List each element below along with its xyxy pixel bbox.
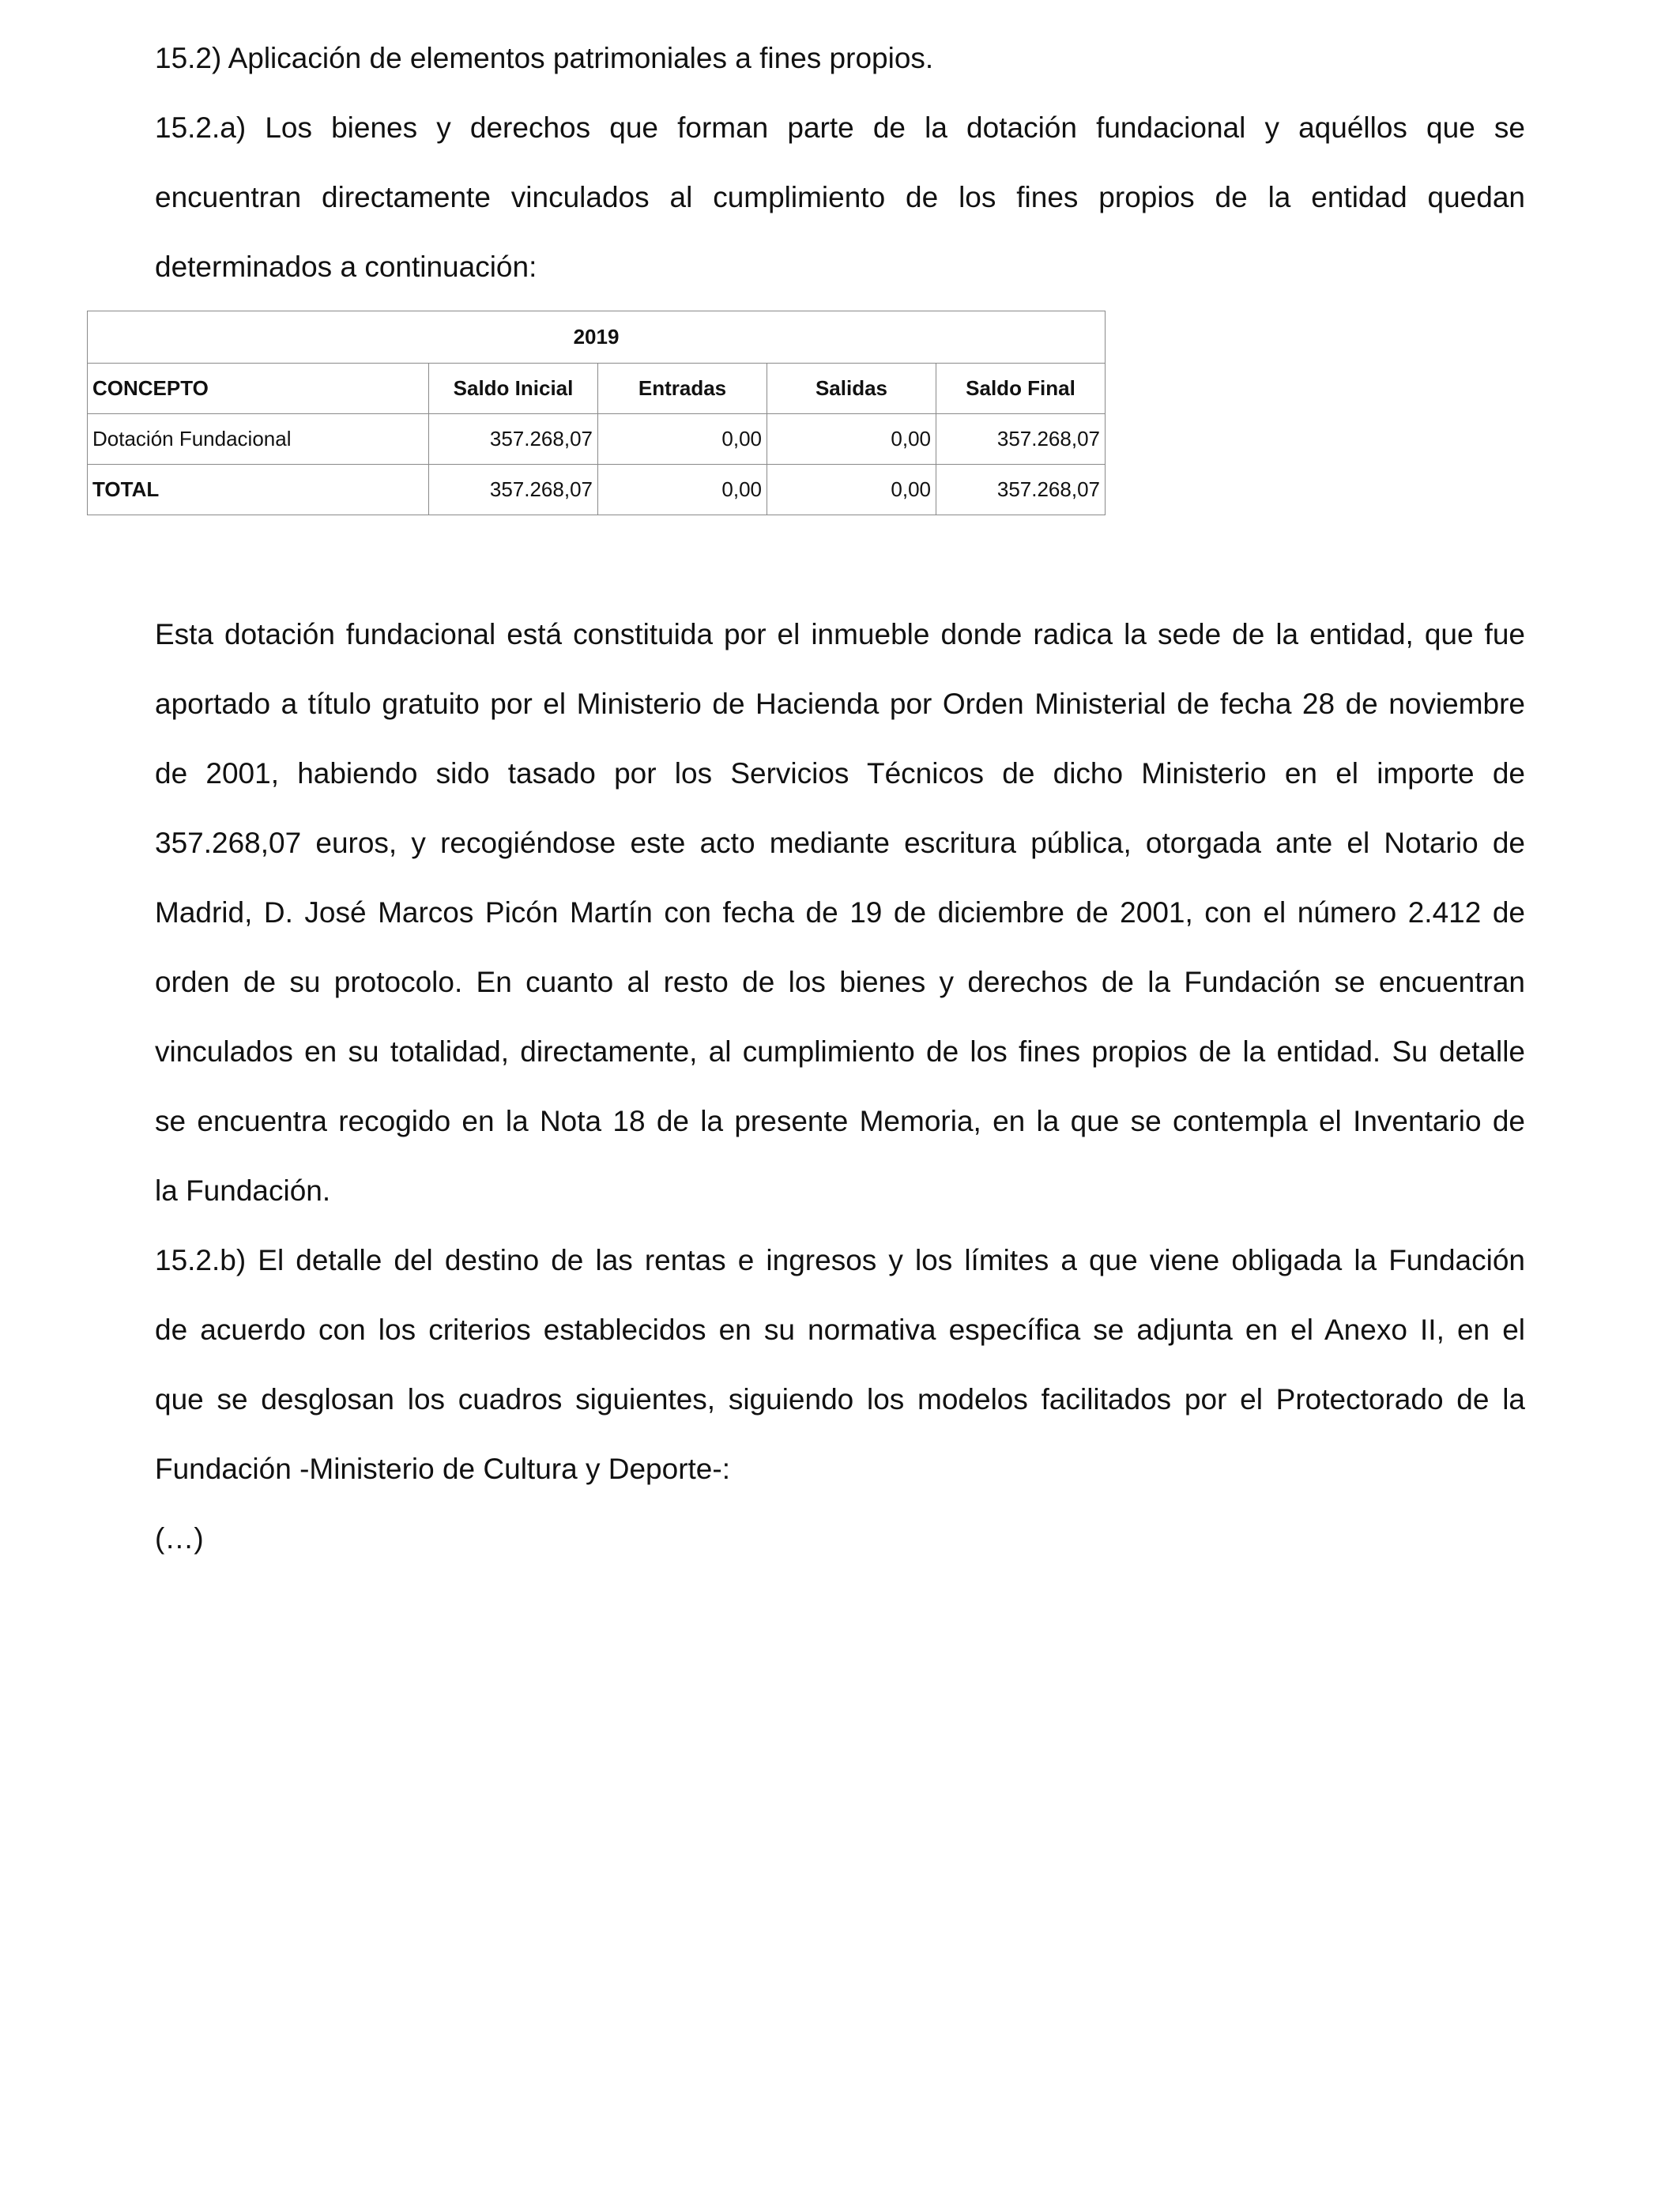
cell-saldo-inicial: 357.268,07 bbox=[429, 414, 598, 465]
header-entradas: Entradas bbox=[598, 364, 767, 414]
cell-saldo-final-total: 357.268,07 bbox=[936, 465, 1106, 515]
paragraph-line: determinados a continuación: bbox=[155, 251, 537, 283]
paragraph-line: encuentran directamente vinculados al cumplimiento de los fines propios de la entidad quedan bbox=[155, 181, 1525, 213]
paragraph-dotacion bbox=[155, 600, 1525, 1226]
table-total-row bbox=[88, 465, 1106, 515]
dotacion-table bbox=[87, 311, 1106, 515]
paragraph-line: Esta dotación fundacional está constituida por el inmueble donde radica la sede de la entidad, que fue bbox=[155, 618, 1525, 650]
document-page bbox=[155, 24, 1525, 302]
paragraph-line: se encuentra recogido en la Nota 18 de la presente Memoria, en la que se contempla el Inventario de bbox=[155, 1105, 1525, 1137]
paragraph-line: Madrid, D. José Marcos Picón Martín con fecha de 19 de diciembre de 2001, con el número 2.412 de bbox=[155, 896, 1525, 929]
paragraph-15-2-b bbox=[155, 1226, 1525, 1504]
cell-salidas: 0,00 bbox=[767, 414, 936, 465]
paragraph-line: aportado a título gratuito por el Ministerio de Hacienda por Orden Ministerial de fecha 28 de noviembre bbox=[155, 688, 1525, 720]
cell-concepto: Dotación Fundacional bbox=[88, 414, 429, 465]
paragraph-line: vinculados en su totalidad, directamente, al cumplimiento de los fines propios de la entidad. Su detalle bbox=[155, 1035, 1525, 1068]
header-salidas: Salidas bbox=[767, 364, 936, 414]
paragraph-15-2-a bbox=[155, 93, 1525, 302]
document-page-lower bbox=[155, 600, 1525, 1574]
table-year-row bbox=[88, 311, 1106, 364]
paragraph-line: 15.2.a) Los bienes y derechos que forman parte de la dotación fundacional y aquéllos que se bbox=[155, 111, 1525, 144]
cell-saldo-final: 357.268,07 bbox=[936, 414, 1106, 465]
cell-concepto-total: TOTAL bbox=[88, 465, 429, 515]
paragraph-line: que se desglosan los cuadros siguientes, siguiendo los modelos facilitados por el Protectorado de la bbox=[155, 1383, 1525, 1416]
paragraph-line: 357.268,07 euros, y recogiéndose este acto mediante escritura pública, otorgada ante el Notario de bbox=[155, 827, 1525, 859]
paragraph-line: de acuerdo con los criterios establecidos en su normativa específica se adjunta en el Anexo II, en el bbox=[155, 1314, 1525, 1346]
ellipsis: (…) bbox=[155, 1522, 204, 1555]
table-year: 2019 bbox=[88, 311, 1106, 364]
header-saldo-inicial: Saldo Inicial bbox=[429, 364, 598, 414]
paragraph-line: la Fundación. bbox=[155, 1174, 331, 1207]
paragraph-line: 15.2.b) El detalle del destino de las rentas e ingresos y los límites a que viene obligada la Fundación bbox=[155, 1244, 1525, 1276]
paragraph-line: orden de su protocolo. En cuanto al resto de los bienes y derechos de la Fundación se encuentran bbox=[155, 966, 1525, 998]
cell-entradas: 0,00 bbox=[598, 414, 767, 465]
table-row bbox=[88, 414, 1106, 465]
section-heading: 15.2) Aplicación de elementos patrimoniales a fines propios. bbox=[155, 42, 934, 74]
header-saldo-final: Saldo Final bbox=[936, 364, 1106, 414]
cell-saldo-inicial-total: 357.268,07 bbox=[429, 465, 598, 515]
paragraph-line: de 2001, habiendo sido tasado por los Servicios Técnicos de dicho Ministerio en el importe de bbox=[155, 757, 1525, 790]
paragraph-line: Fundación -Ministerio de Cultura y Deporte-: bbox=[155, 1453, 730, 1485]
header-concepto: CONCEPTO bbox=[88, 364, 429, 414]
table-header-row bbox=[88, 364, 1106, 414]
cell-salidas-total: 0,00 bbox=[767, 465, 936, 515]
dotacion-table-wrapper bbox=[87, 311, 1106, 515]
cell-entradas-total: 0,00 bbox=[598, 465, 767, 515]
